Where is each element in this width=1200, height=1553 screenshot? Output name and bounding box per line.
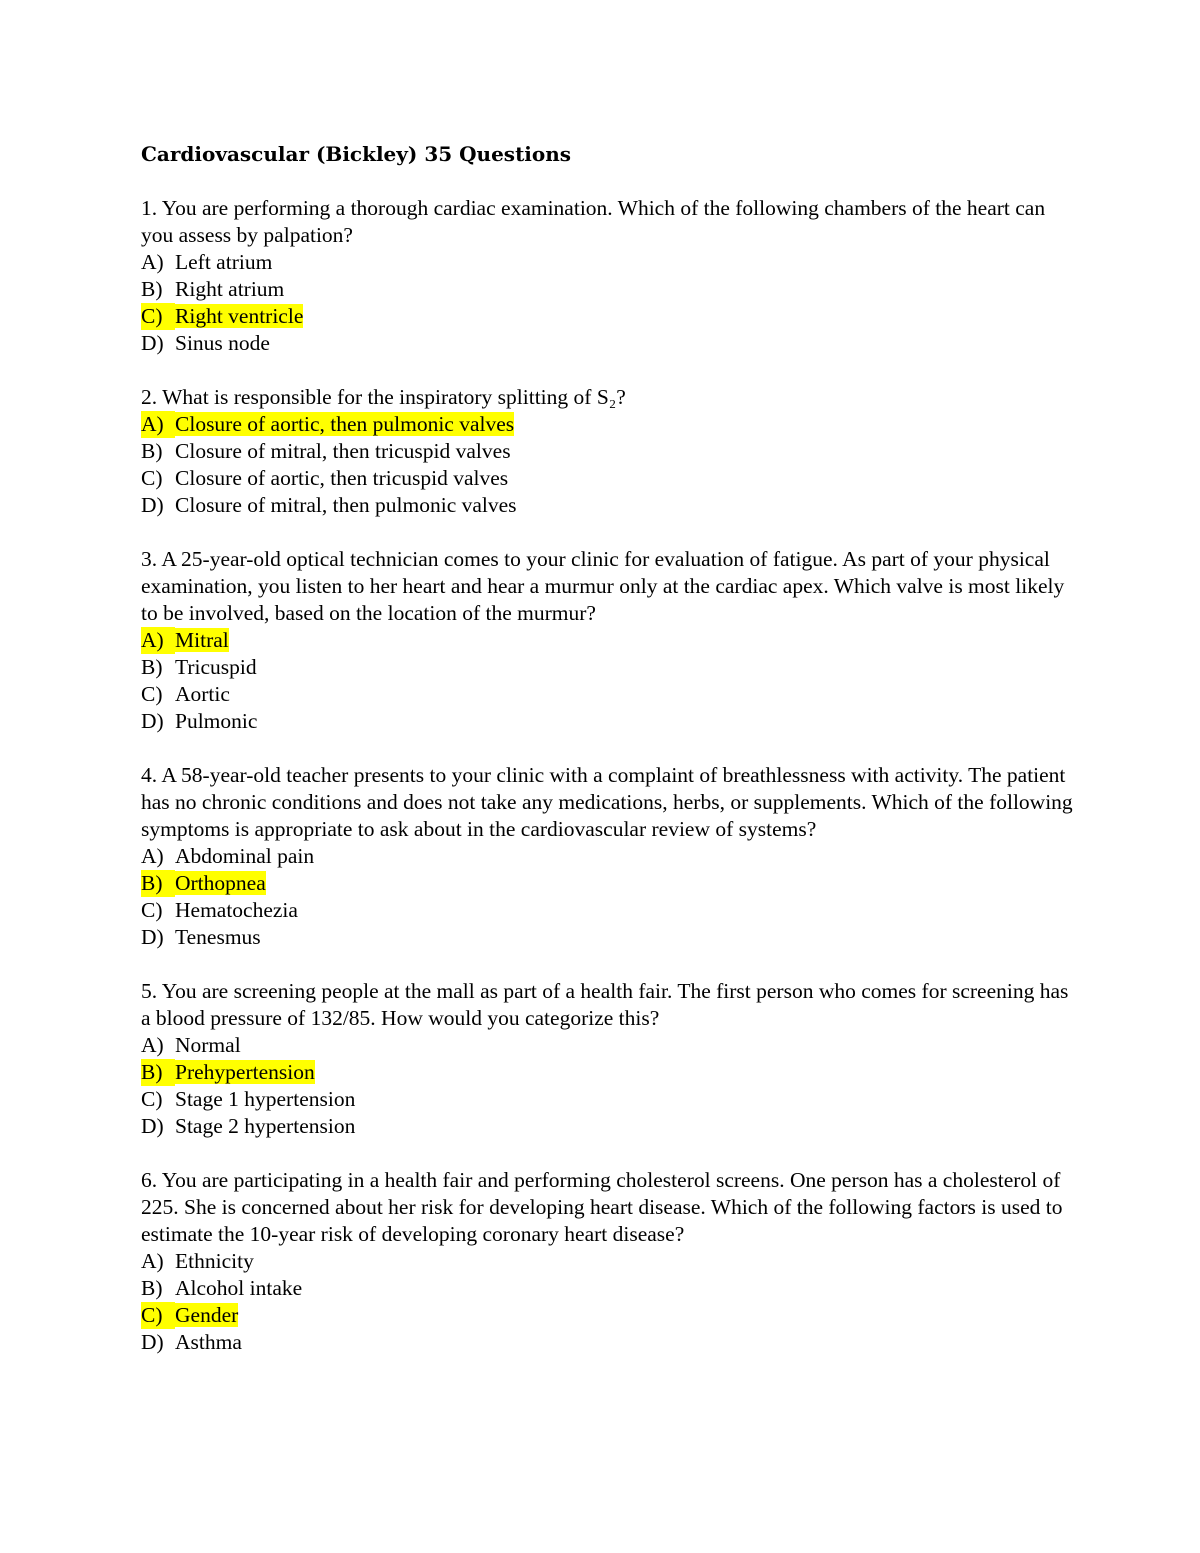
option-label: Right atrium bbox=[175, 277, 285, 301]
question-text: 5. You are screening people at the mall as part of a health fair. The first person who comes for screening has a blood pressure of 132/85. How would you categorize this? bbox=[141, 979, 1069, 1030]
answer-option bbox=[141, 276, 1081, 303]
page-content bbox=[141, 141, 1081, 1383]
answer-option bbox=[141, 1086, 1081, 1113]
option-letter: A) bbox=[141, 250, 164, 274]
answer-option bbox=[141, 924, 1081, 951]
option-label: Tricuspid bbox=[175, 655, 257, 679]
option-letter: A) bbox=[141, 844, 164, 868]
option-label: Abdominal pain bbox=[175, 844, 315, 868]
option-label: Tenesmus bbox=[175, 925, 261, 949]
answer-option bbox=[141, 1113, 1081, 1140]
option-label: Closure of aortic, then tricuspid valves bbox=[175, 466, 509, 490]
option-letter: A) bbox=[141, 1249, 164, 1273]
answer-option bbox=[141, 1275, 1081, 1302]
answer-option bbox=[141, 1032, 1081, 1059]
question-2 bbox=[141, 384, 1081, 519]
question-text: 4. A 58-year-old teacher presents to your clinic with a complaint of breathlessness with activity. The patient has no chronic conditions and does not take any medications, herbs, or supplements. Which of the following symptoms is appropriate to ask about in the cardiovascular review of systems? bbox=[141, 763, 1073, 841]
option-label: Stage 1 hypertension bbox=[175, 1087, 356, 1111]
answer-option-highlighted bbox=[141, 411, 1081, 438]
question-6 bbox=[141, 1167, 1081, 1356]
question-3 bbox=[141, 546, 1081, 735]
option-label: Normal bbox=[175, 1033, 241, 1057]
option-letter: B) bbox=[141, 655, 163, 679]
option-letter: B) bbox=[141, 1059, 175, 1086]
option-label: Prehypertension bbox=[175, 1060, 315, 1084]
option-letter: C) bbox=[141, 303, 175, 330]
question-1 bbox=[141, 195, 1081, 357]
answer-option bbox=[141, 681, 1081, 708]
answer-option-highlighted bbox=[141, 870, 1081, 897]
option-label: Alcohol intake bbox=[175, 1276, 303, 1300]
option-label: Hematochezia bbox=[175, 898, 298, 922]
option-label: Sinus node bbox=[175, 331, 270, 355]
option-letter: C) bbox=[141, 682, 163, 706]
question-5 bbox=[141, 978, 1081, 1140]
option-label: Closure of mitral, then pulmonic valves bbox=[175, 493, 517, 517]
answer-option bbox=[141, 1329, 1081, 1356]
question-4 bbox=[141, 762, 1081, 951]
option-label: Stage 2 hypertension bbox=[175, 1114, 356, 1138]
option-letter: D) bbox=[141, 925, 164, 949]
option-letter: C) bbox=[141, 898, 163, 922]
option-label: Closure of mitral, then tricuspid valves bbox=[175, 439, 511, 463]
option-letter: B) bbox=[141, 870, 175, 897]
option-label: Gender bbox=[175, 1303, 239, 1327]
option-letter: C) bbox=[141, 1302, 175, 1329]
option-letter: B) bbox=[141, 1276, 163, 1300]
answer-option-highlighted bbox=[141, 1302, 1081, 1329]
answer-option bbox=[141, 492, 1081, 519]
option-letter: A) bbox=[141, 1033, 164, 1057]
option-label: Closure of aortic, then pulmonic valves bbox=[175, 412, 515, 436]
answer-option bbox=[141, 438, 1081, 465]
question-text: 3. A 25-year-old optical technician comes to your clinic for evaluation of fatigue. As part of your physical examination, you listen to her heart and hear a murmur only at the cardiac apex. Which valve is most likely to be involved, based on the location of the murmur? bbox=[141, 547, 1065, 625]
option-letter: C) bbox=[141, 466, 163, 490]
option-label: Orthopnea bbox=[175, 871, 266, 895]
option-letter: A) bbox=[141, 627, 175, 654]
answer-option-highlighted bbox=[141, 627, 1081, 654]
option-letter: B) bbox=[141, 439, 163, 463]
option-label: Mitral bbox=[175, 628, 229, 652]
option-label: Left atrium bbox=[175, 250, 273, 274]
question-list bbox=[141, 195, 1081, 1356]
option-letter: B) bbox=[141, 277, 163, 301]
option-letter: C) bbox=[141, 1087, 163, 1111]
option-letter: D) bbox=[141, 1114, 164, 1138]
option-letter: D) bbox=[141, 1330, 164, 1354]
option-label: Asthma bbox=[175, 1330, 242, 1354]
answer-option-highlighted bbox=[141, 1059, 1081, 1086]
answer-option bbox=[141, 330, 1081, 357]
answer-option bbox=[141, 465, 1081, 492]
option-letter: A) bbox=[141, 411, 175, 438]
option-label: Right ventricle bbox=[175, 304, 304, 328]
option-label: Pulmonic bbox=[175, 709, 258, 733]
option-label: Aortic bbox=[175, 682, 230, 706]
option-letter: D) bbox=[141, 709, 164, 733]
answer-option bbox=[141, 897, 1081, 924]
question-text: 6. You are participating in a health fair and performing cholesterol screens. One person has a cholesterol of 225. She is concerned about her risk for developing heart disease. Which of the following factors is used to estimate the 10-year risk of developing coronary heart disease? bbox=[141, 1168, 1063, 1246]
answer-option bbox=[141, 843, 1081, 870]
answer-option bbox=[141, 1248, 1081, 1275]
answer-option bbox=[141, 654, 1081, 681]
option-label: Ethnicity bbox=[175, 1249, 254, 1273]
question-text: 2. What is responsible for the inspiratory splitting of S₂? bbox=[141, 385, 626, 409]
option-letter: D) bbox=[141, 331, 164, 355]
answer-option bbox=[141, 708, 1081, 735]
document-title: Cardiovascular (Bickley) 35 Questions bbox=[141, 142, 572, 166]
answer-option bbox=[141, 249, 1081, 276]
option-letter: D) bbox=[141, 493, 164, 517]
answer-option-highlighted bbox=[141, 303, 1081, 330]
question-text: 1. You are performing a thorough cardiac examination. Which of the following chambers of the heart can you assess by palpation? bbox=[141, 196, 1046, 247]
